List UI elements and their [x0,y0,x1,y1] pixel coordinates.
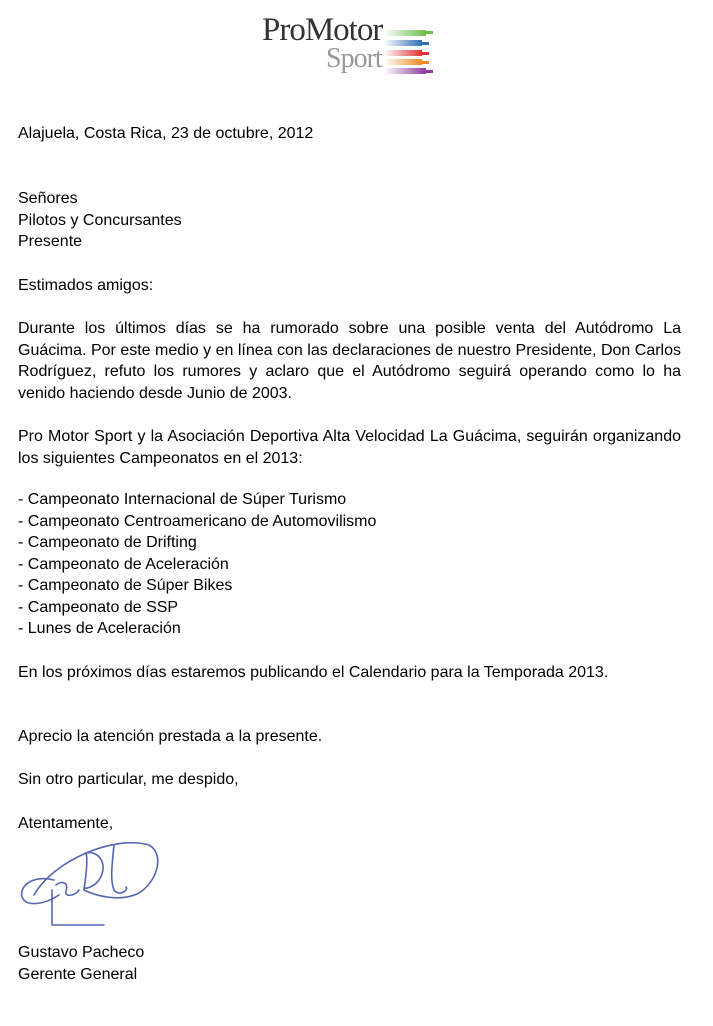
signer-block [18,942,681,985]
paragraph-rumors: Durante los últimos días se ha rumorado sobre una posible venta del Autódromo La Guácima. Por este medio y en línea con las declaraciones de nuestro Presidente, Don Carlos Rodríguez, refuto los rumores y aclaro que el Autódromo seguirá operando como lo ha venido haciendo desde Junio de 2003. [18,320,681,402]
list-item: - Campeonato de Drifting [18,534,197,551]
signer-title: Gerente General [18,965,138,983]
paragraph-championships-intro: Pro Motor Sport y la Asociación Deportiva Alta Velocidad La Guácima, seguirán organizando los siguientes Campeonatos en el 2013: [18,428,681,467]
list-item: - Campeonato de Aceleración [18,555,229,573]
paragraph-farewell: Sin otro particular, me despido, [18,771,239,788]
recipient-line: Pilotos y Concursantes [18,211,182,229]
logo-text-sub: Sport [326,43,382,74]
recipient-line: Señores [18,190,78,207]
championship-list [18,489,681,640]
recipient-block [18,188,681,253]
signer-name: Gustavo Pacheco [18,944,145,961]
logo-stripes-icon [384,28,434,76]
signature-image [14,835,164,935]
recipient-line: Presente [18,233,83,250]
promotor-sport-logo [262,12,437,82]
paragraph-calendar: En los próximos días estaremos publicando el Calendario para la Temporada 2013. [18,664,609,681]
paragraph-thanks: Aprecio la atención prestada a la presente. [18,728,323,745]
date-line: Alajuela, Costa Rica, 23 de octubre, 2012 [18,125,314,142]
list-item: - Campeonato Internacional de Súper Turismo [18,491,347,508]
closing: Atentamente, [18,815,114,832]
list-item: - Campeonato de Súper Bikes [18,577,233,594]
greeting: Estimados amigos: [18,277,154,294]
list-item: - Lunes de Aceleración [18,620,181,637]
logo-text-main: ProMotor [262,12,383,48]
list-item: - Campeonato de SSP [18,598,179,616]
list-item: - Campeonato Centroamericano de Automovilismo [18,512,377,530]
